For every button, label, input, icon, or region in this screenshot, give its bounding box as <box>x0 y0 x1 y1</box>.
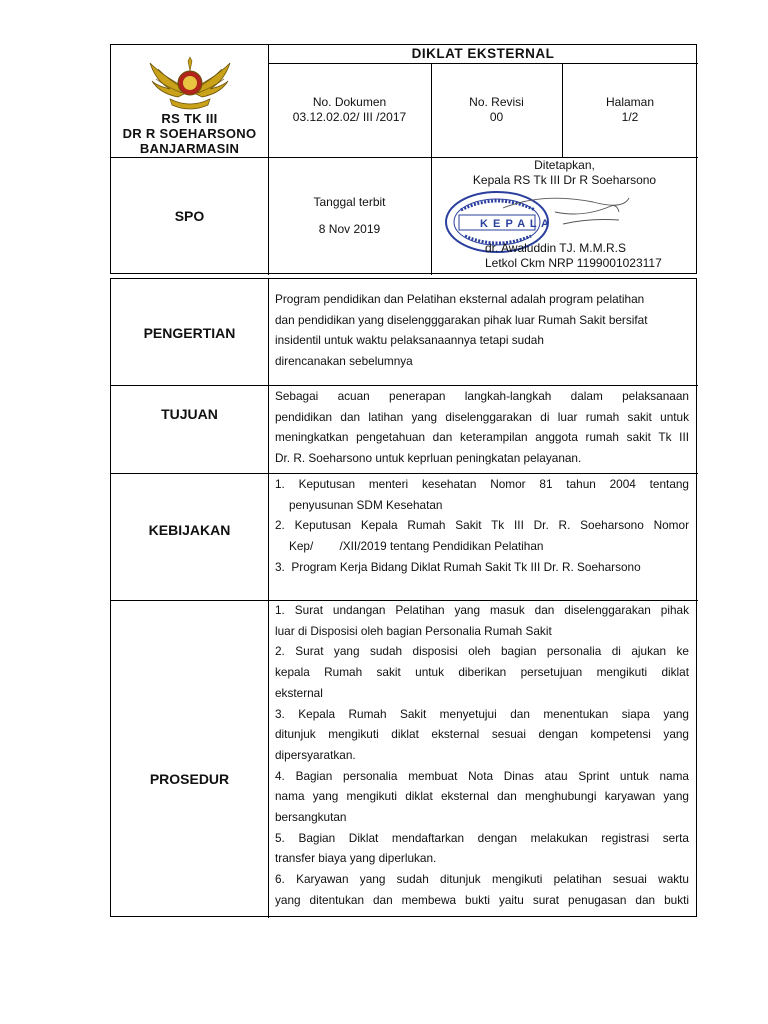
section-content-prosedur <box>275 600 689 911</box>
page-value: 1/2 <box>621 110 639 124</box>
text-line: 2. Surat yang sudah disposisi oleh bagian personalia di ajukan ke <box>275 644 689 659</box>
issue-date-cell <box>268 195 431 237</box>
text-line: eksternal <box>275 685 323 700</box>
text-line: 1. Keputusan menteri kesehatan Nomor 81 tahun 2004 tentang <box>275 477 689 491</box>
document-number-label: No. Dokumen <box>312 95 387 109</box>
revision-cell <box>431 95 562 125</box>
text-line: meningkatkan pengetahuan dan keterampilan anggota rumah sakit Tk III <box>275 430 689 445</box>
approval-label: Ditetapkan, <box>534 158 595 172</box>
text-line: 3. Kepala Rumah Sakit menyetujui dan menentukan siapa yang <box>275 706 689 721</box>
hospital-emblem-icon <box>144 53 236 111</box>
section-label-pengertian: PENGERTIAN <box>143 325 236 341</box>
revision-value: 00 <box>489 110 504 124</box>
page-cell <box>562 95 698 125</box>
text-line: luar di Disposisi oleh bagian Personalia Rumah Sakit <box>275 623 552 638</box>
text-line: direncanakan sebelumnya <box>275 354 413 369</box>
text-line: Program pendidikan dan Pelatihan eksternal adalah program pelatihan <box>275 292 645 306</box>
section-label-prosedur: PROSEDUR <box>149 771 230 787</box>
section-label-tujuan: TUJUAN <box>161 406 218 422</box>
document-header-table <box>110 44 697 274</box>
text-line: Kep/ /XII/2019 tentang Pendidikan Pelatihan <box>289 539 544 554</box>
header-divider <box>268 63 698 64</box>
text-line: 2. Keputusan Kepala Rumah Sakit Tk III Dr. R. Soeharsono Nomor <box>275 518 689 533</box>
text-line: nama yang mengikuti diklat eksternal dan menghubungi karyawan yang <box>275 789 689 804</box>
procedure-body-table <box>110 278 697 917</box>
hospital-name-line2: DR R SOEHARSONO <box>122 126 257 141</box>
text-line: penyusunan SDM Kesehatan <box>289 497 443 512</box>
document-number-cell <box>268 95 431 125</box>
section-content-pengertian <box>275 289 689 372</box>
text-line: 4. Bagian personalia membuat Nota Dinas atau Sprint untuk nama <box>275 768 689 783</box>
header-divider <box>268 45 269 275</box>
section-label-kebijakan: KEBIJAKAN <box>148 522 231 538</box>
hospital-logo-block <box>111 45 268 157</box>
approval-authority: Kepala RS Tk III Dr R Soeharsono <box>472 173 657 187</box>
stamp-text: K E P A L A <box>480 218 550 230</box>
text-line: pendidikan dan latihan yang diselenggarakan di luar rumah sakit untuk <box>275 409 689 424</box>
section-content-tujuan <box>275 386 689 469</box>
issue-date-label: Tanggal terbit <box>313 195 386 209</box>
text-line: 5. Bagian Diklat mendaftarkan dengan melakukan registrasi serta <box>275 830 689 845</box>
text-line: yang ditentukan dan membewa bukti yaitu surat penugasan dan bukti <box>275 892 689 907</box>
text-line: transfer biaya yang diperlukan. <box>275 851 437 866</box>
signer-rank: Letkol Ckm NRP 1199001023117 <box>485 256 662 270</box>
text-line: insidentil untuk waktu pelaksanaannya tetapi sudah <box>275 333 544 348</box>
text-line: 3. Program Kerja Bidang Diklat Rumah Sakit Tk III Dr. R. Soeharsono <box>275 559 641 574</box>
page-label: Halaman <box>605 95 655 109</box>
section-content-kebijakan <box>275 474 689 578</box>
document-title: DIKLAT EKSTERNAL <box>411 46 555 61</box>
body-divider <box>268 279 269 918</box>
spo-label: SPO <box>174 208 205 224</box>
hospital-name-line1: RS TK III <box>161 111 218 126</box>
signer-block <box>463 241 698 271</box>
text-line: dan pendidikan yang diselengggarakan pihak luar Rumah Sakit bersifat <box>275 312 648 327</box>
issue-date-value: 8 Nov 2019 <box>318 222 381 236</box>
text-line: 1. Surat undangan Pelatihan yang masuk dan diselenggarakan pihak <box>275 603 689 617</box>
text-line: kepala Rumah sakit untuk diberikan persetujuan mengikuti diklat <box>275 665 689 680</box>
approval-cell <box>431 158 698 188</box>
text-line: Sebagai acuan penerapan langkah-langkah dalam pelaksanaan <box>275 389 689 403</box>
text-line: 6. Karyawan yang sudah ditunjuk mengikuti pelatihan sesuai waktu <box>275 872 689 887</box>
text-line: ditunjuk mengikuti diklat eksternal sesuai dengan kompetensi yang <box>275 727 689 742</box>
revision-label: No. Revisi <box>469 95 524 109</box>
document-number-value: 03.12.02.02/ III /2017 <box>292 110 407 124</box>
signer-name: dr. Awaluddin TJ. M.M.R.S <box>485 241 626 255</box>
text-line: Dr. R. Soeharsono untuk keprluan peningkatan pelayanan. <box>275 451 582 466</box>
text-line: dipersyaratkan. <box>275 747 356 762</box>
text-line: bersangkutan <box>275 810 347 825</box>
hospital-name-line3: BANJARMASIN <box>139 141 240 156</box>
